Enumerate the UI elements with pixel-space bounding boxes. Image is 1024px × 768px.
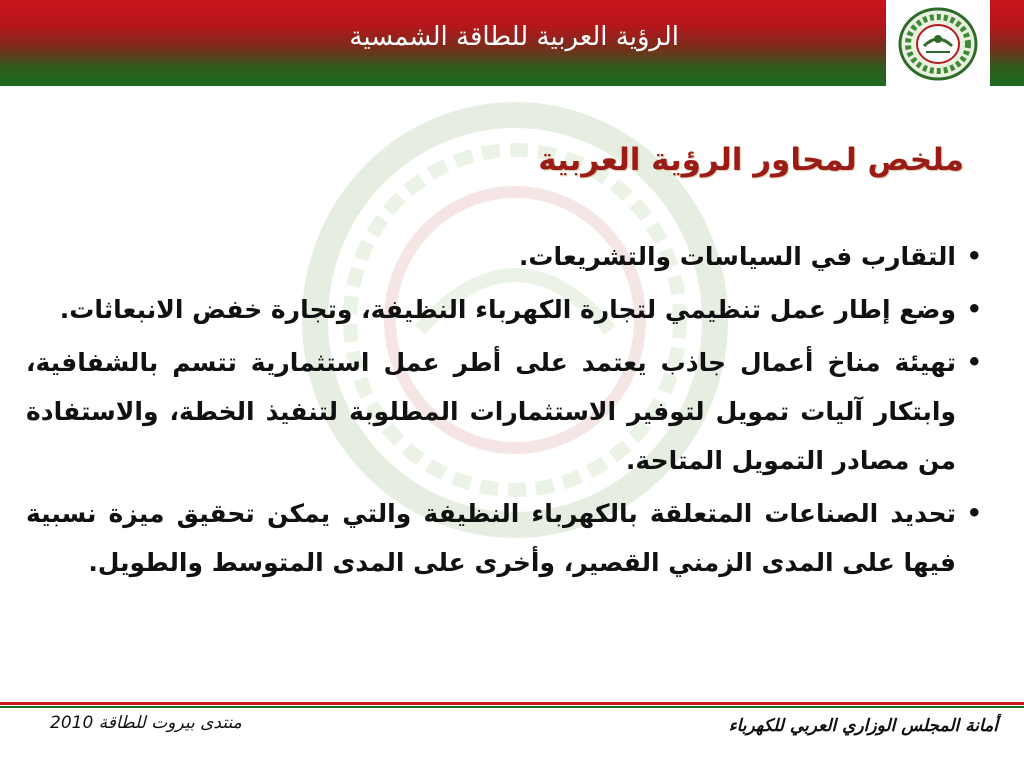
- arab-league-emblem-icon: [896, 6, 980, 82]
- logo-box: [886, 0, 990, 86]
- footer-forum-label: منتدى بيروت للطاقة 2010: [50, 713, 242, 733]
- bullet-item: • تهيئة مناخ أعمال جاذب يعتمد على أطر عمل استثمارية تتسم بالشفافية، وابتكار آليات تمويل لتوفير الاستثمارات المطلوبة لتنفيذ الخطة، والاستفادة من مصادر التمويل المتاحة.: [26, 338, 986, 485]
- bullet-item: • التقارب في السياسات والتشريعات.: [26, 232, 986, 281]
- footer-divider-red: [0, 702, 1024, 705]
- footer-divider-green: [0, 706, 1024, 708]
- title-bar: [0, 0, 1024, 86]
- footer-secretariat-label: أمانة المجلس الوزاري العربي للكهرباء: [728, 716, 998, 736]
- bullet-list: [26, 232, 986, 591]
- bullet-item: • وضع إطار عمل تنظيمي لتجارة الكهرباء النظيفة، وتجارة خفض الانبعاثات.: [26, 285, 986, 334]
- slide-title: الرؤية العربية للطاقة الشمسية: [349, 22, 679, 52]
- slide-heading: ملخص لمحاور الرؤية العربية: [538, 142, 964, 178]
- bullet-item: • تحديد الصناعات المتعلقة بالكهرباء النظيفة والتي يمكن تحقيق ميزة نسبية فيها على المدى الزمني القصير، وأخرى على المدى المتوسط والطويل.: [26, 489, 986, 587]
